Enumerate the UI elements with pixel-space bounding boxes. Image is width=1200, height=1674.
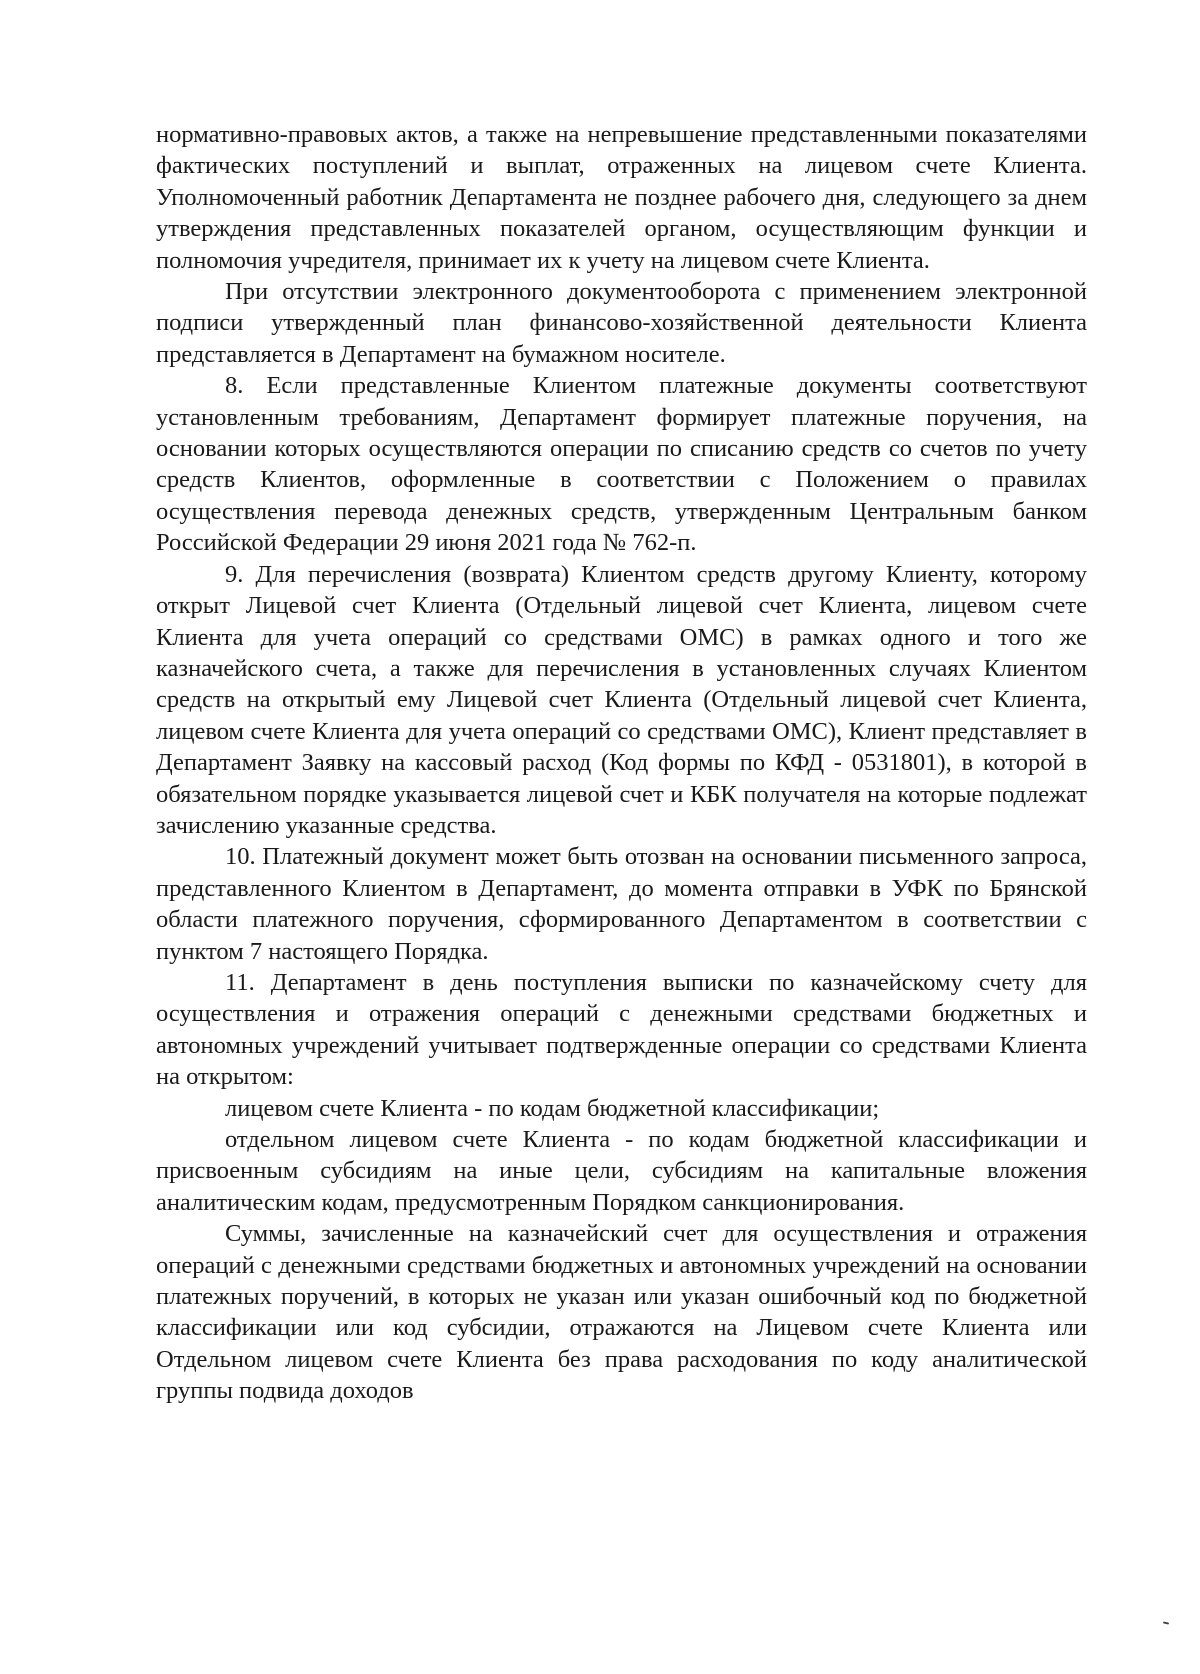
paragraph-continuation: нормативно-правовых актов, а также на непревышение представленными показателями фактических поступлений и выплат, отраженных на лицевом счете Клиента. Уполномоченный работник Департамента не позднее рабочего дня, следующего за днем утверждения представленных показателей органом, осуществляющим функции и полномочия учредителя, принимает их к учету на лицевом счете Клиента. — [156, 121, 1087, 274]
paragraph-item-11-account: лицевом счете Клиента - по кодам бюджетной классификации; — [225, 1094, 880, 1122]
paragraph-item-8: 8. Если представленные Клиентом платежные документы соответствуют установленным требованиям, Департамент формирует платежные поручения, на основании которых осуществляются операции по списанию средств со счетов по учету средств Клиентов, оформленные в соответствии с Положением о правилах осуществления перевода денежных средств, утвержденным Центральным банком Российской Федерации 29 июня 2021 года № 762-п. — [156, 372, 1087, 557]
paragraph-item-9: 9. Для перечисления (возврата) Клиентом средств другому Клиенту, которому открыт Лицевой счет Клиента (Отдельный лицевой счет Клиента, лицевом счете Клиента для учета операций со средствами ОМС) в рамках одного и того же казначейского счета, а также для перечисления в установленных случаях Клиентом средств на открытый ему Лицевой счет Клиента (Отдельный лицевой счет Клиента, лицевом счете Клиента для учета операций со средствами ОМС), Клиент представляет в Департамент Заявку на кассовый расход (Код формы по КФД - 0531801), в которой в обязательном порядке указывается лицевой счет и КБК получателя на которые подлежат зачислению указанные средства. — [156, 560, 1087, 839]
paragraph-paper-submission: При отсутствии электронного документооборота с применением электронной подписи утвержденный план финансово-хозяйственной деятельности Клиента представляется в Департамент на бумажном носителе. — [156, 278, 1087, 368]
paragraph-credited-sums: Суммы, зачисленные на казначейский счет для осуществления и отражения операций с денежными средствами бюджетных и автономных учреждений на основании платежных поручений, в которых не указан или указан ошибочный код по бюджетной классификации или код субсидии, отражаются на Лицевом счете Клиента или Отдельном лицевом счете Клиента без права расходования по коду аналитической группы подвида доходов — [156, 1220, 1087, 1405]
paragraph-item-11-separate-account: отдельном лицевом счете Клиента - по кодам бюджетной классификации и присвоенным субсидиям на иные цели, субсидиям на капитальные вложения аналитическим кодам, предусмотренным Порядком санкционирования. — [156, 1126, 1087, 1216]
scan-speck — [1163, 1621, 1169, 1624]
paragraph-item-11: 11. Департамент в день поступления выписки по казначейскому счету для осуществления и отражения операций с денежными средствами бюджетных и автономных учреждений учитывает подтвержденные операции со средствами Клиента на открытом: — [156, 968, 1087, 1091]
paragraph-item-10: 10. Платежный документ может быть отозван на основании письменного запроса, представленного Клиентом в Департамент, до момента отправки в УФК по Брянской области платежного поручения, сформированного Департаментом в соответствии с пунктом 7 настоящего Порядка. — [156, 843, 1087, 965]
document-body — [156, 119, 1087, 1407]
